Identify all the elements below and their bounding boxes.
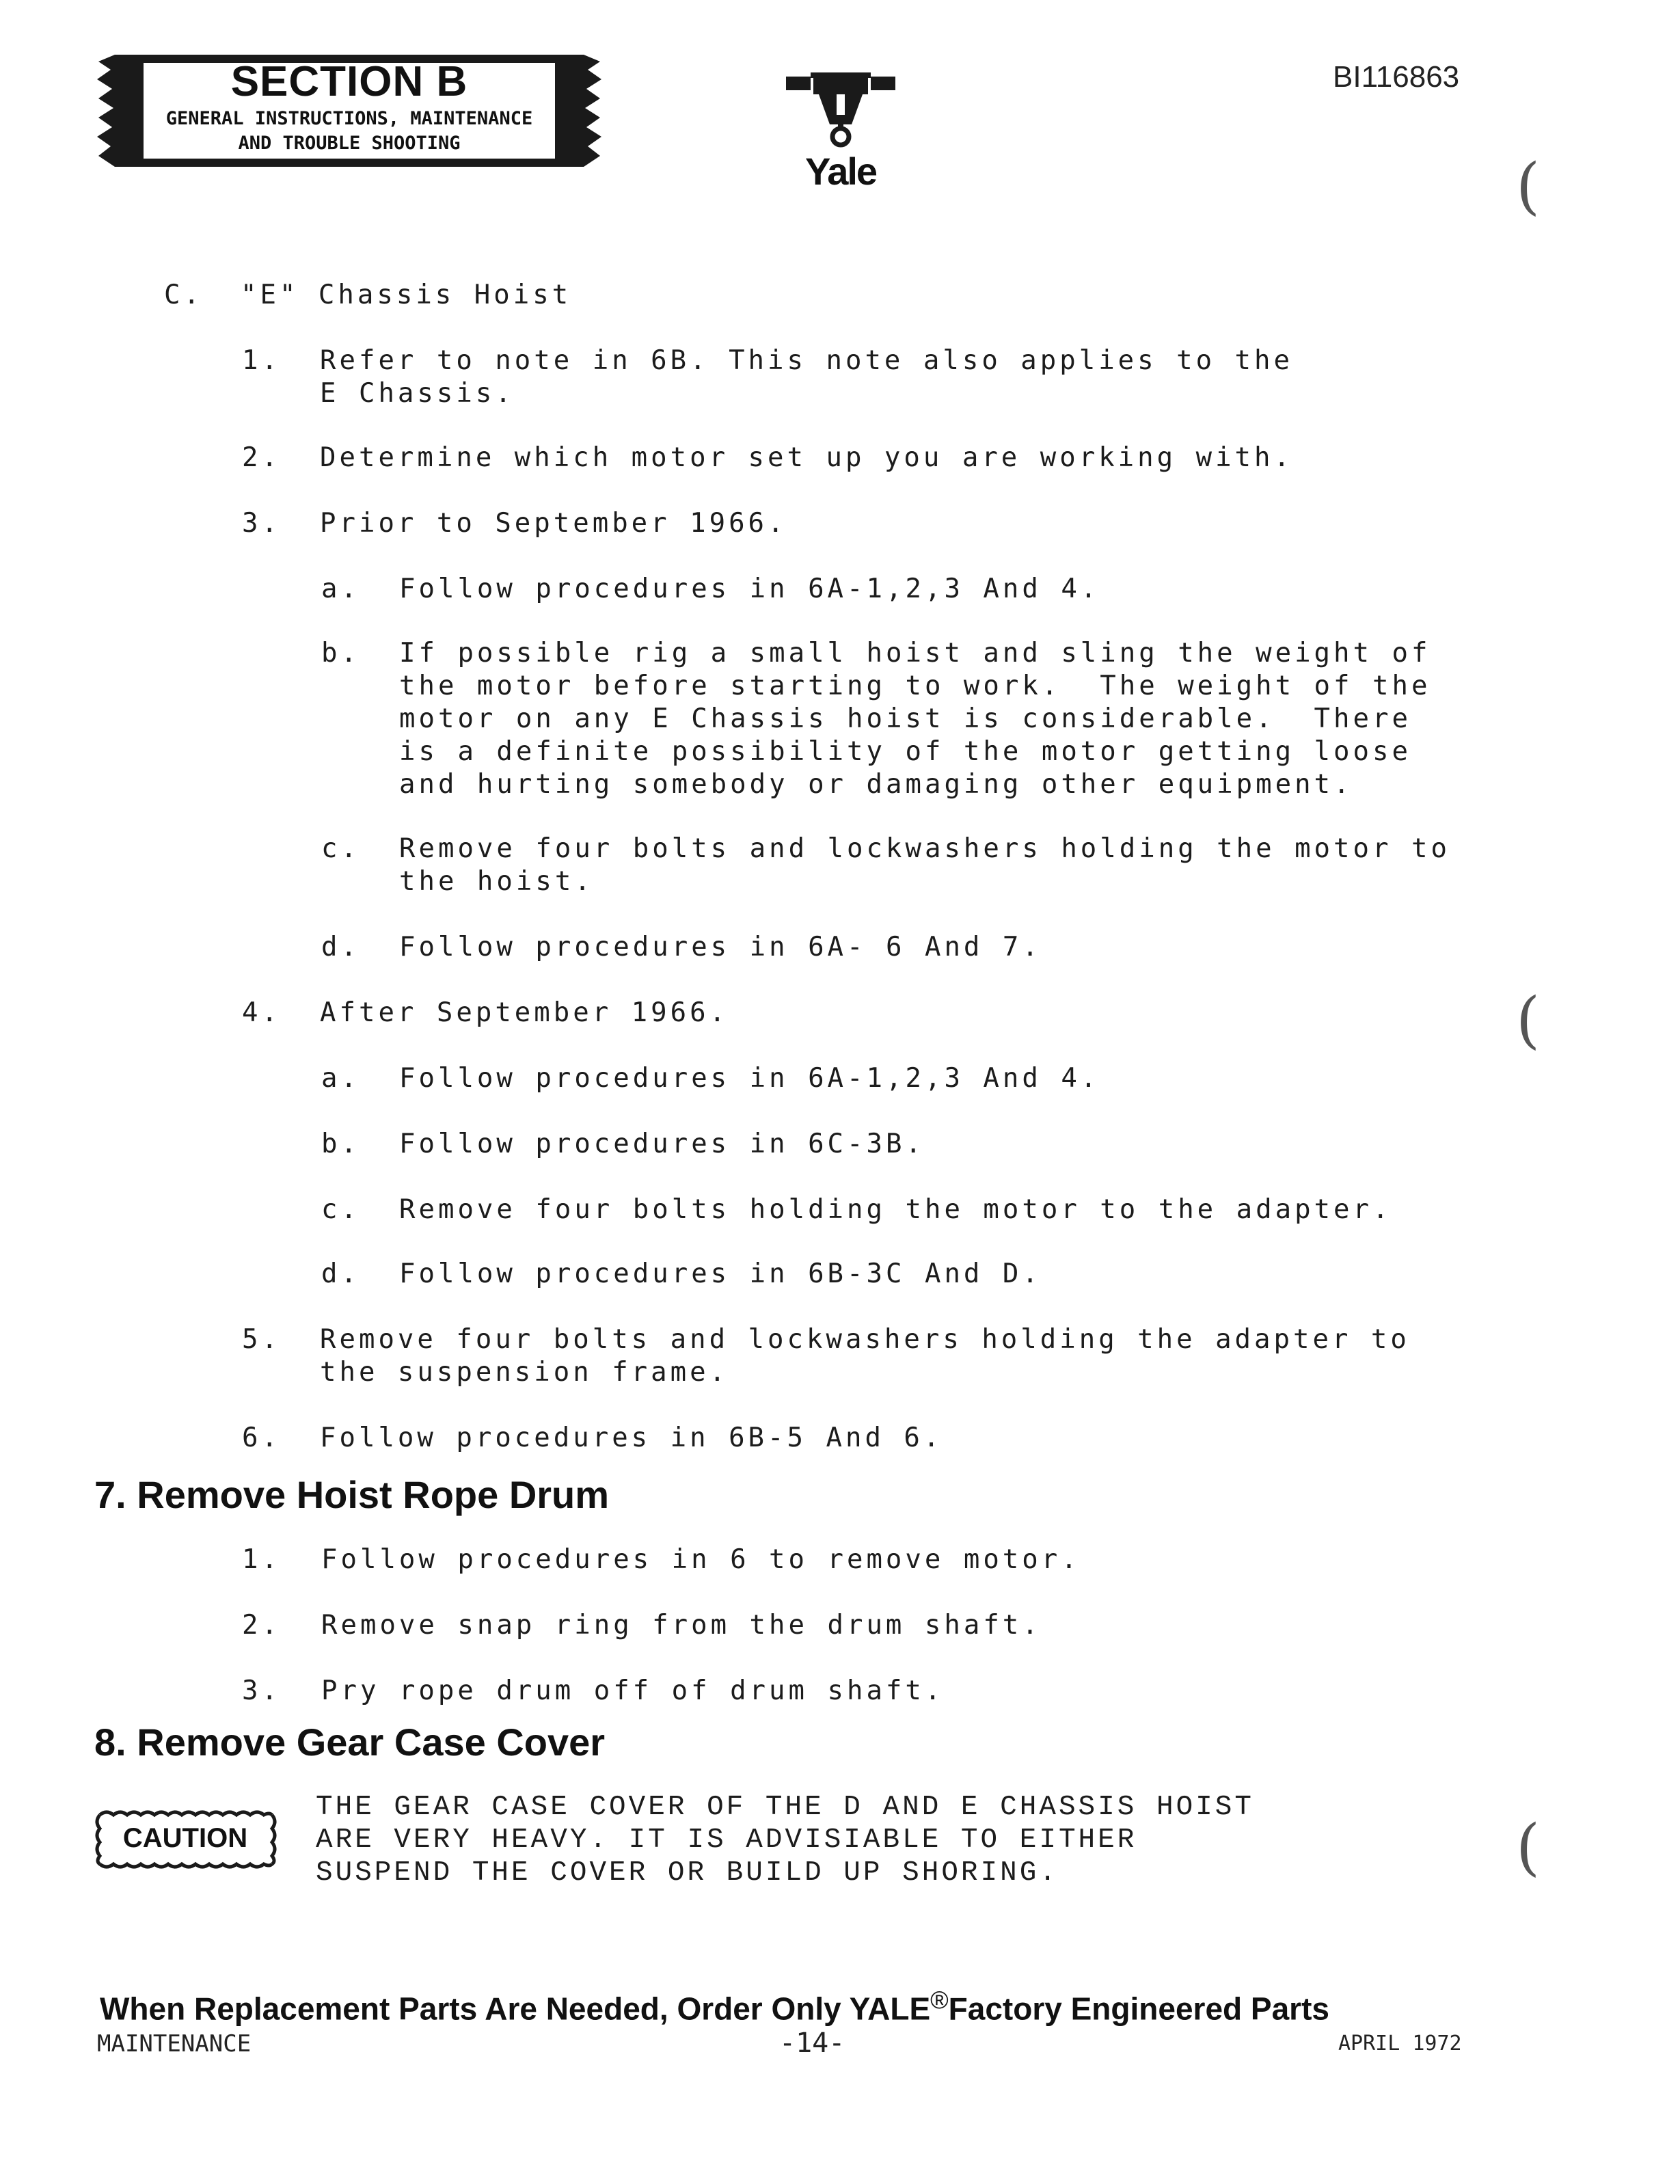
item-number: 1. xyxy=(242,345,281,376)
yale-logo xyxy=(786,68,895,198)
section-8-heading: 8. Remove Gear Case Cover xyxy=(94,1721,606,1764)
sub-text xyxy=(399,833,1450,898)
text-line: Follow procedures in 6A-1,2,3 And 4. xyxy=(399,574,1100,604)
caution-line: SUSPEND THE COVER OR BUILD UP SHORING. xyxy=(316,1857,1059,1889)
text-line: the suspension frame. xyxy=(320,1357,729,1388)
section-c-marker: C. xyxy=(164,280,203,310)
step-text: Pry rope drum off of drum shaft. xyxy=(321,1675,945,1706)
text-line: Refer to note in 6B. This note also applies to the xyxy=(320,345,1293,376)
footer-date: APRIL 1972 xyxy=(1338,2032,1462,2055)
text-line: the motor before starting to work. The weight of the xyxy=(399,671,1431,701)
sub-letter: a. xyxy=(321,574,360,604)
logo-text: Yale xyxy=(804,150,877,193)
text-line: If possible rig a small hoist and sling the weight of xyxy=(399,638,1431,669)
text-line: Follow procedures in 6A- 6 And 7. xyxy=(399,932,1042,962)
item-number: 6. xyxy=(242,1423,281,1453)
section-banner xyxy=(96,52,603,170)
text-line: Follow procedures in 6B-5 And 6. xyxy=(320,1423,943,1453)
footer-note-text-end: Factory Engineered Parts xyxy=(948,1991,1329,2027)
text-line: the hoist. xyxy=(399,866,594,897)
item-number: 2. xyxy=(242,442,281,473)
sub-letter: a. xyxy=(321,1063,360,1094)
text-line: Prior to September 1966. xyxy=(320,508,787,539)
text-line: After September 1966. xyxy=(320,997,729,1028)
sub-letter: b. xyxy=(321,638,360,669)
item-number: 5. xyxy=(242,1324,281,1355)
sub-text xyxy=(399,637,1431,801)
section-title: SECTION B xyxy=(230,58,468,105)
step-text: Follow procedures in 6 to remove motor. xyxy=(321,1544,1081,1575)
margin-hole-mark: ( xyxy=(1516,150,1541,222)
text-line: Remove four bolts and lockwashers holding the motor to xyxy=(399,833,1450,864)
sub-letter: d. xyxy=(321,1258,360,1289)
text-line: E Chassis. xyxy=(320,378,515,409)
text-line: Remove four bolts and lockwashers holding the adapter to xyxy=(320,1324,1410,1355)
item-text xyxy=(320,345,1293,410)
text-line: and hurting somebody or damaging other equipment. xyxy=(399,769,1353,800)
section-subtitle-2: AND TROUBLE SHOOTING xyxy=(238,133,461,154)
step-text: Remove snap ring from the drum shaft. xyxy=(321,1610,1042,1641)
footer-note-text: When Replacement Parts Are Needed, Order Only YALE xyxy=(100,1991,931,2027)
section-subtitle-1: GENERAL INSTRUCTIONS, MAINTENANCE xyxy=(165,108,533,129)
step-number: 2. xyxy=(242,1610,281,1641)
hoist-hook-icon xyxy=(786,68,895,150)
margin-hole-mark: ( xyxy=(1516,984,1541,1056)
caution-label: CAUTION xyxy=(122,1823,248,1853)
step-number: 3. xyxy=(242,1675,281,1706)
item-number: 3. xyxy=(242,508,281,539)
caution-line: THE GEAR CASE COVER OF THE D AND E CHASSIS HOIST xyxy=(316,1792,1254,1823)
item-number: 4. xyxy=(242,997,281,1028)
document-number: BI116863 xyxy=(1333,60,1460,94)
registered-mark: ® xyxy=(930,1986,949,2014)
text-line: motor on any E Chassis hoist is considerable. There xyxy=(399,703,1411,734)
caution-line: ARE VERY HEAVY. IT IS ADVISIABLE TO EITHER xyxy=(316,1824,1137,1856)
section-7-heading: 7. Remove Hoist Rope Drum xyxy=(94,1473,610,1516)
text-line: Determine which motor set up you are working with. xyxy=(320,442,1293,473)
caution-message xyxy=(316,1791,1254,1889)
sub-letter: d. xyxy=(321,932,360,962)
item-text xyxy=(320,1323,1410,1389)
text-line: is a definite possibility of the motor getting loose xyxy=(399,736,1411,767)
text-line: Follow procedures in 6B-3C And D. xyxy=(399,1258,1042,1289)
text-line: Remove four bolts holding the motor to the adapter. xyxy=(399,1194,1392,1225)
margin-hole-mark: ( xyxy=(1516,1811,1541,1883)
sub-letter: c. xyxy=(321,1194,360,1225)
footer-left: MAINTENANCE xyxy=(97,2030,252,2058)
sub-letter: c. xyxy=(321,833,360,864)
footer-note xyxy=(100,1986,1329,2027)
text-line: Follow procedures in 6C-3B. xyxy=(399,1129,925,1159)
step-number: 1. xyxy=(242,1544,281,1575)
caution-badge xyxy=(93,1808,277,1871)
sub-letter: b. xyxy=(321,1129,360,1159)
page-number: -14- xyxy=(779,2027,845,2059)
section-c-title: "E" Chassis Hoist xyxy=(241,280,572,310)
text-line: Follow procedures in 6A-1,2,3 And 4. xyxy=(399,1063,1100,1094)
